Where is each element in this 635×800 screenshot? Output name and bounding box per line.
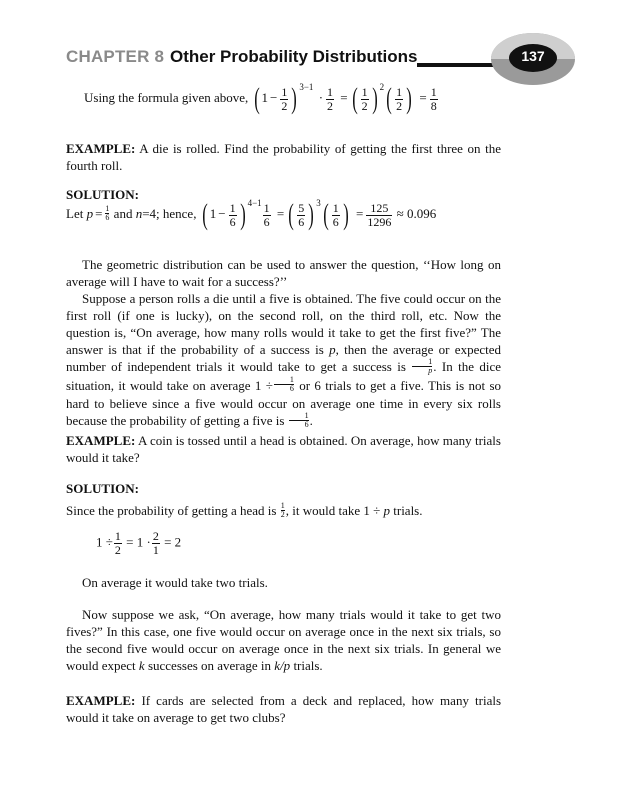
example-1	[66, 140, 501, 174]
fraction: $\frac{1}{2}$	[281, 84, 288, 113]
page-number: 137	[521, 48, 545, 64]
page-number-badge	[490, 32, 576, 94]
example-text: A die is rolled. Find the probability of getting the first three on the fourth roll.	[66, 141, 501, 173]
paragraph-two-fives: Now suppose we ask, “On average, how many trials would it take to get two fives?” In this case, one five would occur on average once in the next six trials, so the second five would occur on average once in the next six trials. In general we would expect k successes on average in k/p trials.	[66, 607, 501, 673]
solution-1-formula: Let p = $\frac{1}{6}$ and n=4; hence, ( 1 − $\frac{1}{6}$ ) $^{4-1}$ $\frac{1}{6}$ = ( $\frac{5}{6}$ ) $^3$( $\frac{1}{6}$ ) = $\frac{125}{1296}$ ≈ 0.096	[66, 197, 437, 231]
example-2: EXAMPLE: A coin is tossed until a head is obtained. On average, how many trials would it take?	[66, 433, 501, 465]
solution-2-conclusion: On average it would take two trials.	[82, 575, 268, 590]
paragraph-geometric: The geometric distribution can be used to answer the question, ‘‘How long on average will I have to wait for a success?’’	[66, 257, 501, 289]
chapter-title: Other Probability Distributions	[170, 47, 418, 66]
formula-intro: Using the formula given above,	[84, 89, 249, 105]
solution-2-heading: SOLUTION:	[66, 481, 139, 496]
example-3: EXAMPLE: If cards are selected from a deck and replaced, how many trials would it take on average to get two clubs?	[66, 693, 502, 725]
solution-2-calc: 1 ÷ $\frac{1}{2}$ = 1 · $\frac{2}{1}$ = 2	[96, 529, 182, 557]
chapter-label: CHAPTER 8	[66, 47, 165, 66]
solution-1-heading: SOLUTION:	[66, 187, 139, 202]
paragraph-die-rolls: Suppose a person rolls a die until a five is obtained. The five could occur on the first roll (if one is lucky), on the second roll, on the third roll, etc. Now the question is, “On average, how many rolls would it take to get the first five?” The answer is that if the probability of a success is p, then the average or expected number of independent trials it would take to get a success is $\frac{1}{p}$ . In the dice situation, it would take on average 1 ÷ $\frac{1}{6}$ or 6 trials to get a five. This is not so hard to believe since a five would occur on average one time in every six rolls because the probability of getting a five is $\frac{1}{6}$ .	[66, 291, 502, 429]
formula-line: Using the formula given above, ( 1 − $\frac{1}{2}$ ) $^{3-1}$ · $\frac{1}{2}$ = ( $\frac{1}{2}$ ) $^2$( $\frac{1}{2}$ ) = $\frac{1}{8}$	[84, 81, 437, 115]
paren-open: (	[253, 82, 260, 115]
exponent: 3−1	[299, 81, 314, 92]
solution-2-text: Since the probability of getting a head is $\frac{1}{2}$ , it would take 1 ÷ p trials.	[66, 500, 423, 519]
example-label: EXAMPLE:	[66, 141, 136, 156]
